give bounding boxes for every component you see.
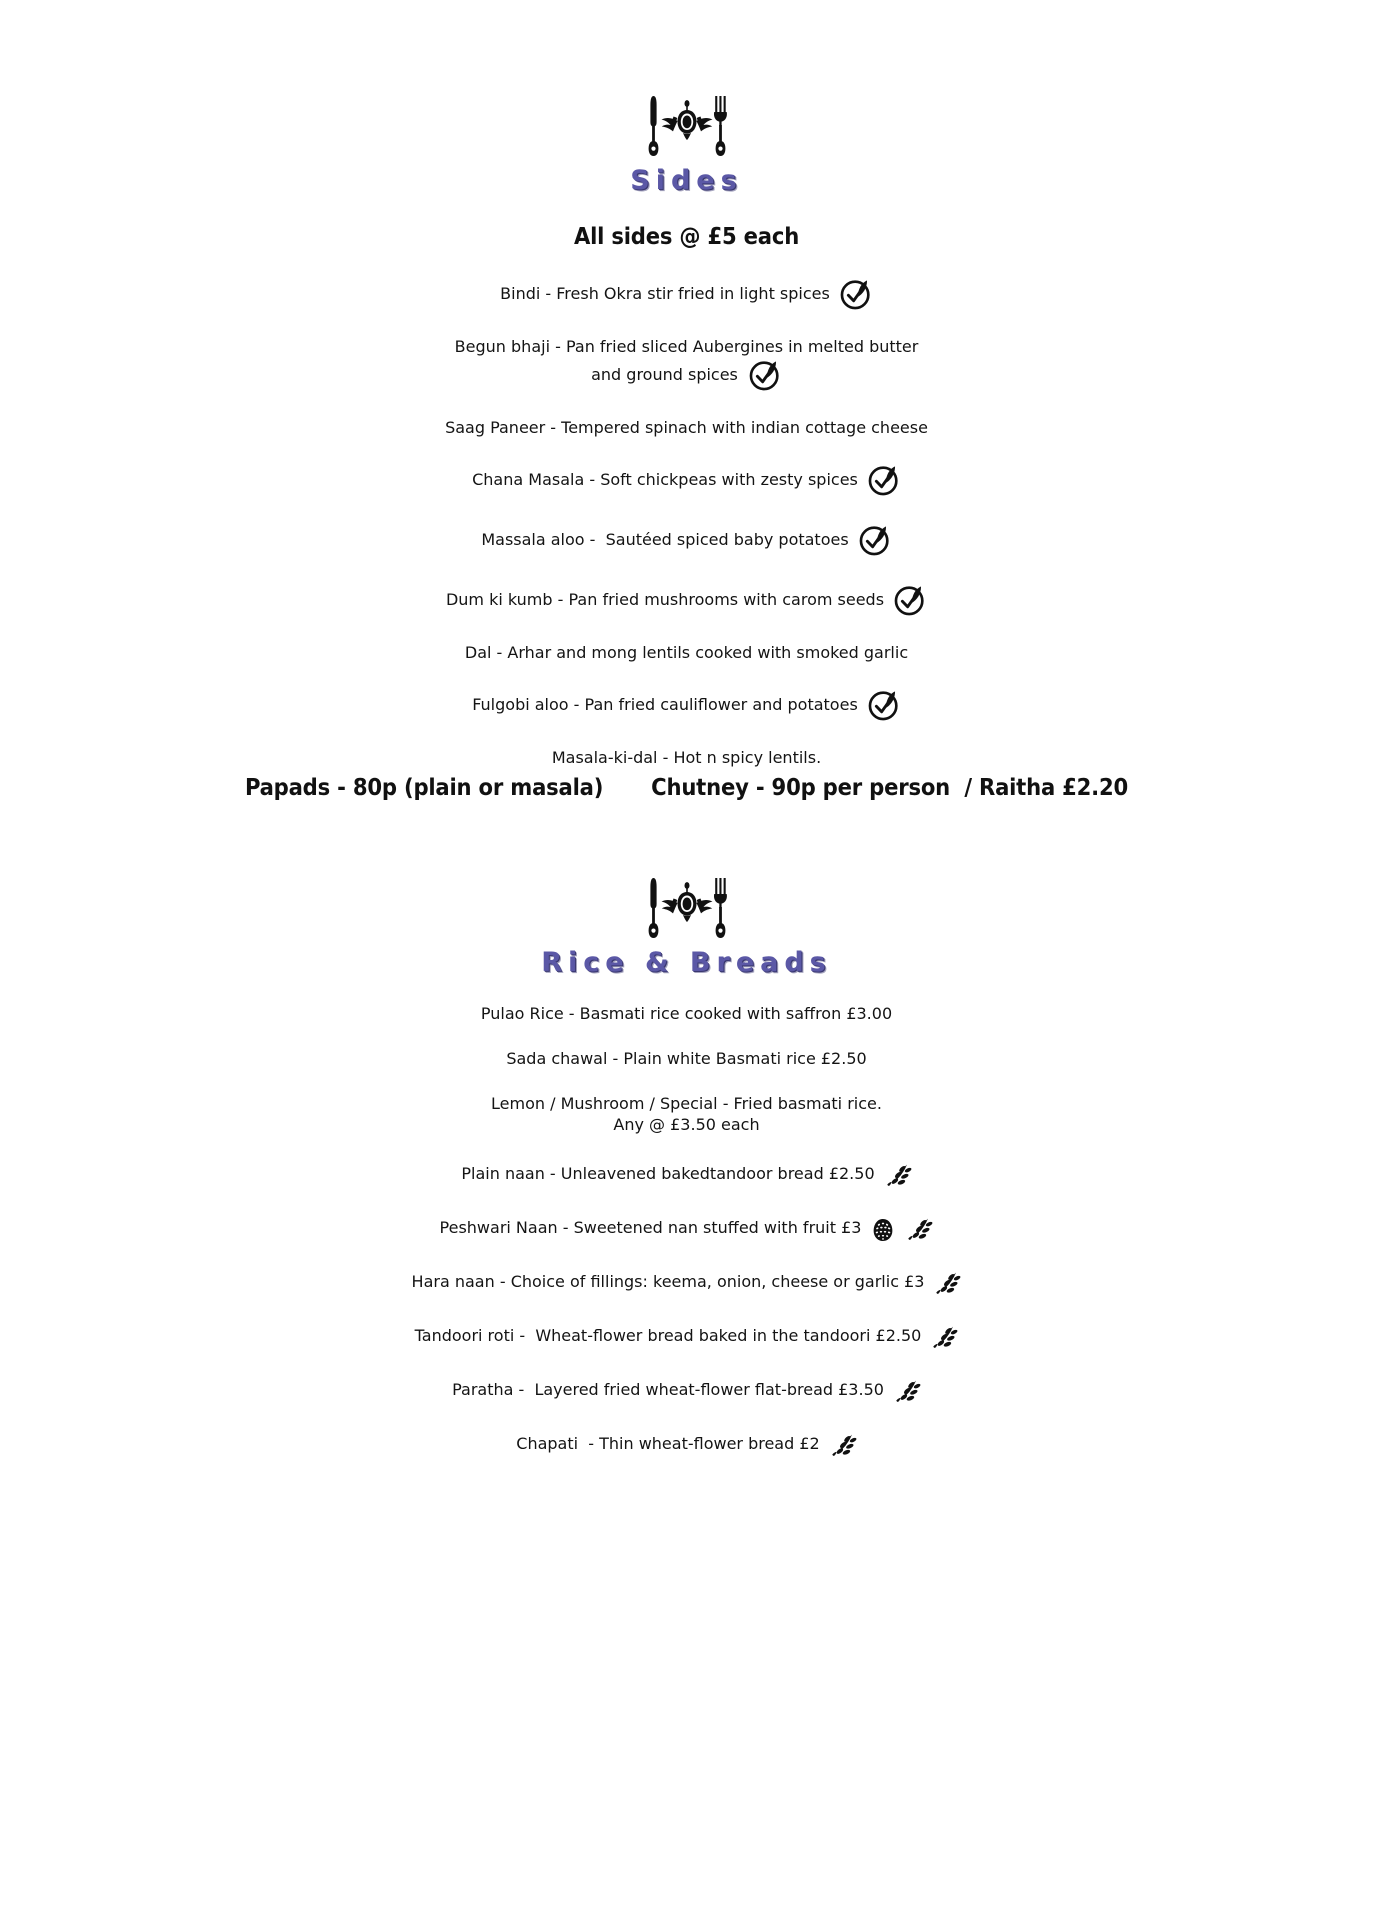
vegetarian-icon [858, 523, 892, 557]
menu-item-text: Massala aloo - Sautéed spiced baby potatoes [481, 530, 849, 550]
menu-item-pulao-rice [0, 1004, 1373, 1023]
extras-papads: Papads - 80p (plain or masala) [244, 772, 604, 801]
menu-item-begun-bhaji [0, 337, 1373, 392]
menu-item-fulgobi-aloo [0, 688, 1373, 722]
extras-line [0, 773, 1373, 802]
sides-price-note: All sides @ £5 each [573, 221, 800, 250]
menu-item-fried-basmati-rice [0, 1094, 1373, 1134]
vegetarian-icon [893, 583, 927, 617]
menu-item-chana-masala [0, 463, 1373, 497]
menu-item-peshwari-naan [0, 1214, 1373, 1242]
menu-item-sada-chawal [0, 1049, 1373, 1068]
menu-item-massala-aloo [0, 523, 1373, 557]
menu-item-text: Chana Masala - Soft chickpeas with zesty spices [472, 470, 858, 490]
menu-item-text: Tandoori roti - Wheat-flower bread baked in the tandoori £2.50 [414, 1326, 922, 1346]
wheat-gluten-icon [829, 1432, 857, 1460]
menu-item-text: Bindi - Fresh Okra stir fried in light spices [500, 284, 830, 304]
menu-item-text: Chapati - Thin wheat-flower bread £2 [516, 1434, 820, 1454]
menu-item-text: Saag Paneer - Tempered spinach with indian cottage cheese [445, 417, 928, 437]
page-bottom-spacer [0, 1458, 1373, 1758]
menu-item-text: Paratha - Layered fried wheat-flower flat-bread £3.50 [452, 1380, 884, 1400]
menu-item-text-line1: Lemon / Mushroom / Special - Fried basmati rice. [491, 1093, 882, 1113]
wheat-gluten-icon [933, 1270, 961, 1298]
menu-item-text: Masala-ki-dal - Hot n spicy lentils. [551, 747, 822, 767]
vegetarian-icon [748, 358, 782, 392]
menu-item-text: Dum ki kumb - Pan fried mushrooms with carom seeds [445, 590, 885, 610]
wheat-gluten-icon [893, 1378, 921, 1406]
menu-item-dal [0, 643, 1373, 662]
section-sides [0, 0, 1373, 802]
section-title-rice-breads: Rice & Breads [541, 946, 832, 978]
menu-item-bindi [0, 277, 1373, 311]
nut-allergen-icon [870, 1217, 896, 1243]
menu-item-text: Sada chawal - Plain white Basmati rice £2.50 [506, 1048, 867, 1068]
wheat-gluten-icon [930, 1324, 958, 1352]
menu-item-saag-paneer [0, 418, 1373, 437]
section-rice-breads [0, 802, 1373, 1458]
knife-floral-fork-ornament [627, 874, 747, 942]
menu-item-text-line2: Any @ £3.50 each [613, 1114, 760, 1134]
knife-floral-fork-ornament [627, 92, 747, 160]
menu-item-chapati [0, 1430, 1373, 1458]
vegetarian-icon [867, 463, 901, 497]
menu-item-text-line2: and ground spices [591, 365, 738, 385]
wheat-gluten-icon [905, 1216, 933, 1244]
extras-chutney-raitha: Chutney - 90p per person / Raitha £2.20 [651, 772, 1129, 801]
menu-item-text-line1: Begun bhaji - Pan fried sliced Aubergines in melted butter [454, 336, 919, 356]
vegetarian-icon [839, 277, 873, 311]
menu-item-text: Dal - Arhar and mong lentils cooked with smoked garlic [464, 642, 909, 662]
menu-item-dum-ki-kumb [0, 583, 1373, 617]
menu-item-text: Hara naan - Choice of fillings: keema, onion, cheese or garlic £3 [411, 1272, 925, 1292]
menu-item-paratha [0, 1376, 1373, 1404]
menu-item-masala-ki-dal [0, 748, 1373, 767]
menu-item-hara-naan [0, 1268, 1373, 1296]
menu-item-tandoori-roti [0, 1322, 1373, 1350]
section-title-sides: Sides [630, 165, 743, 196]
menu-item-text: Plain naan - Unleavened bakedtandoor bread £2.50 [461, 1164, 875, 1184]
menu-item-text: Pulao Rice - Basmati rice cooked with saffron £3.00 [480, 1003, 893, 1023]
vegetarian-icon [867, 688, 901, 722]
menu-item-text: Fulgobi aloo - Pan fried cauliflower and potatoes [472, 695, 858, 715]
wheat-gluten-icon [884, 1162, 912, 1190]
menu-item-plain-naan [0, 1160, 1373, 1188]
menu-item-text: Peshwari Naan - Sweetened nan stuffed with fruit £3 [439, 1218, 862, 1238]
